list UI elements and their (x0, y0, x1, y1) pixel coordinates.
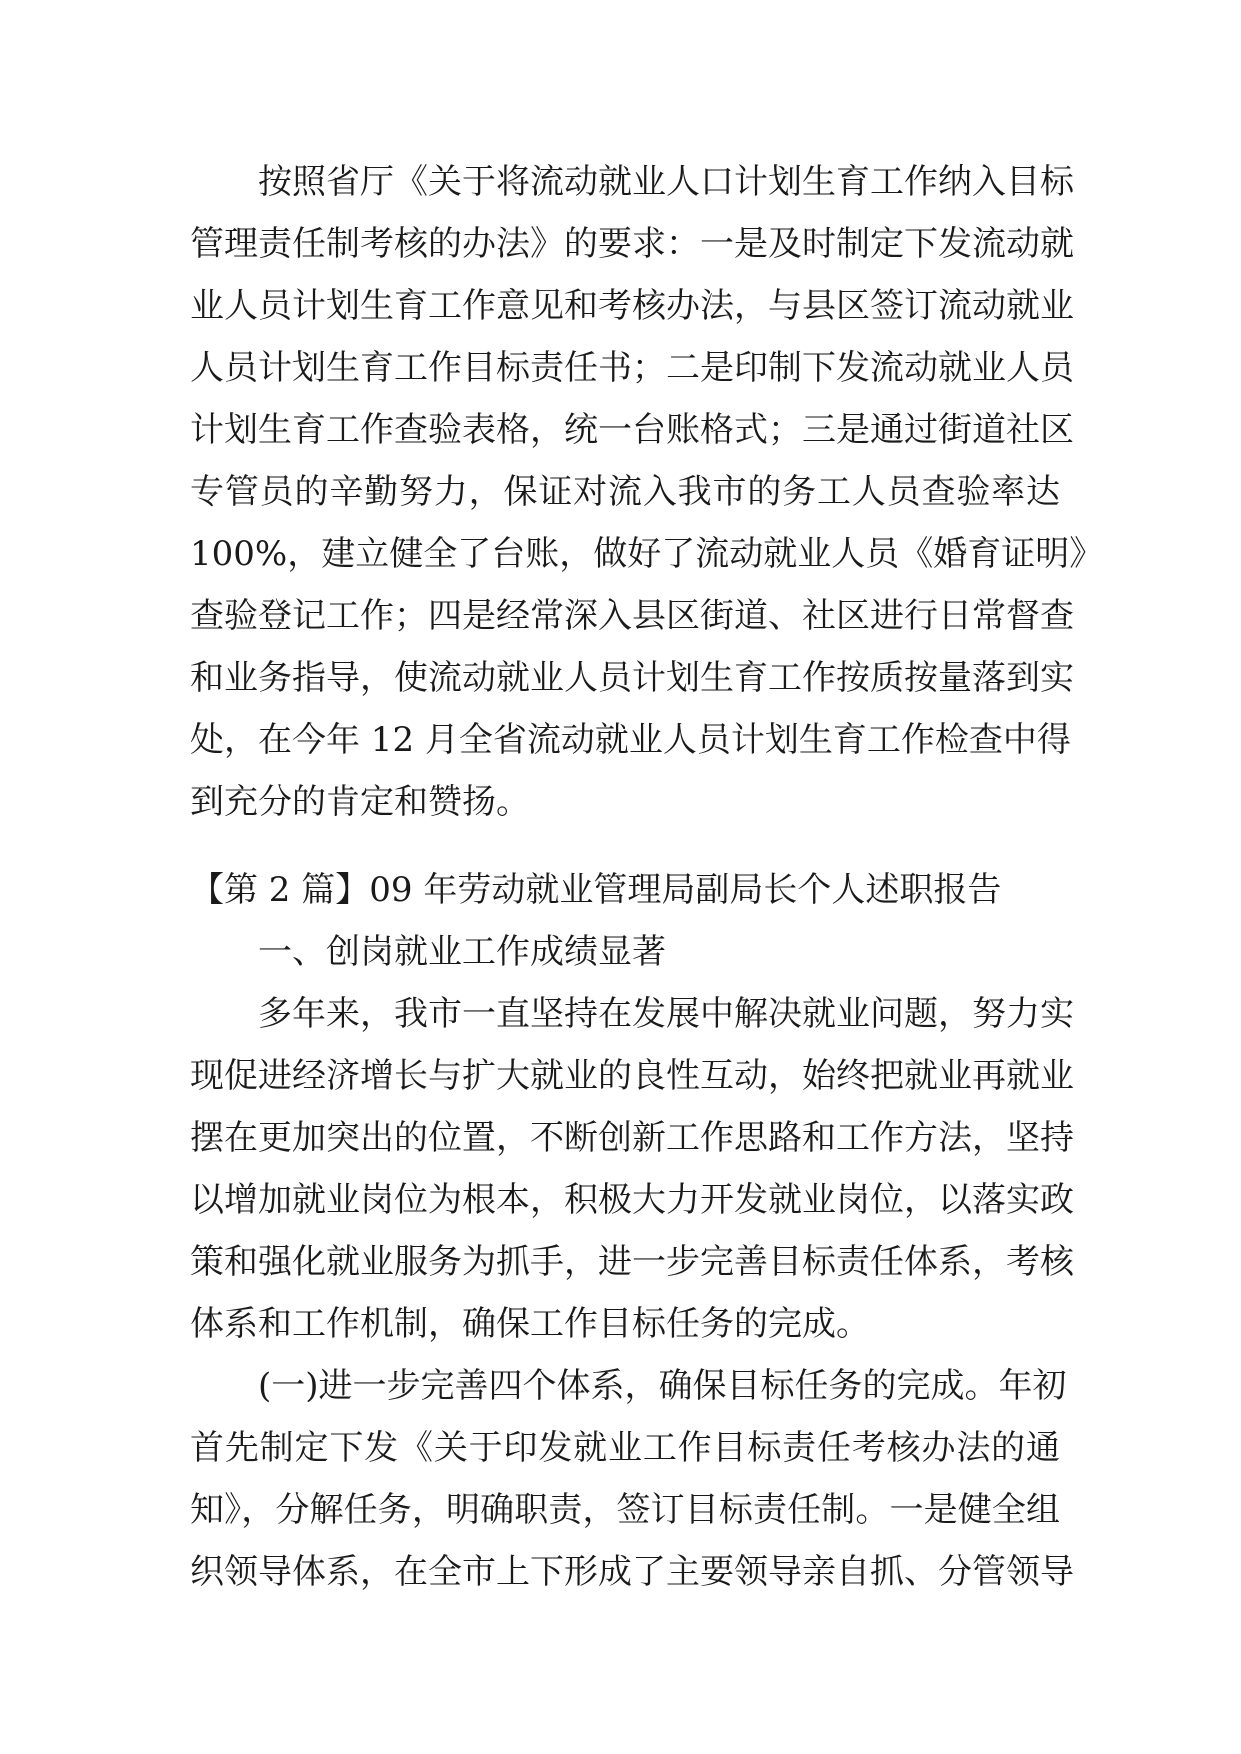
paragraph-line: 织领导体系，在全市上下形成了主要领导亲自抓、分管领导 (190, 1552, 1074, 1592)
paragraph-line: 业人员计划生育工作意见和考核办法，与县区签订流动就业 (190, 286, 1074, 326)
paragraph-line: 知》，分解任务，明确职责，签订目标责任制。一是健全组 (190, 1490, 1060, 1530)
paragraph-line: 按照省厅《关于将流动就业人口计划生育工作纳入目标 (258, 162, 1074, 202)
paragraph-line: 100%，建立健全了台账，做好了流动就业人员《婚育证明》 (190, 534, 1104, 574)
paragraph-line: 以增加就业岗位为根本，积极大力开发就业岗位，以落实政 (190, 1180, 1074, 1220)
paragraph-line: 首先制定下发《关于印发就业工作目标责任考核办法的通 (190, 1428, 1060, 1468)
paragraph-line: 摆在更加突出的位置，不断创新工作思路和工作方法，坚持 (190, 1118, 1074, 1158)
paragraph-line: 人员计划生育工作目标责任书；二是印制下发流动就业人员 (190, 348, 1074, 388)
paragraph-line: 管理责任制考核的办法》的要求：一是及时制定下发流动就 (190, 224, 1074, 264)
paragraph-line: 查验登记工作；四是经常深入县区街道、社区进行日常督查 (190, 596, 1074, 636)
paragraph-line: 策和强化就业服务为抓手，进一步完善目标责任体系，考核 (190, 1242, 1074, 1282)
paragraph-line: 专管员的辛勤努力，保证对流入我市的务工人员查验率达 (190, 472, 1060, 512)
paragraph-line: 体系和工作机制，确保工作目标任务的完成。 (190, 1304, 870, 1344)
paragraph-line: 到充分的肯定和赞扬。 (190, 782, 530, 822)
paragraph-line: 处，在今年 12 月全省流动就业人员计划生育工作检查中得 (190, 720, 1071, 760)
paragraph-line: 和业务指导，使流动就业人员计划生育工作按质按量落到实 (190, 658, 1074, 698)
section-subheading: 一、创岗就业工作成绩显著 (258, 932, 666, 972)
paragraph-line: 现促进经济增长与扩大就业的良性互动，始终把就业再就业 (190, 1056, 1074, 1096)
paragraph-line: 计划生育工作查验表格，统一台账格式；三是通过街道社区 (190, 410, 1074, 450)
paragraph-line: 多年来，我市一直坚持在发展中解决就业问题，努力实 (258, 994, 1074, 1034)
article-title: 【第 2 篇】09 年劳动就业管理局副局长个人述职报告 (190, 870, 1002, 910)
paragraph-line: (一)进一步完善四个体系，确保目标任务的完成。年初 (258, 1366, 1067, 1406)
